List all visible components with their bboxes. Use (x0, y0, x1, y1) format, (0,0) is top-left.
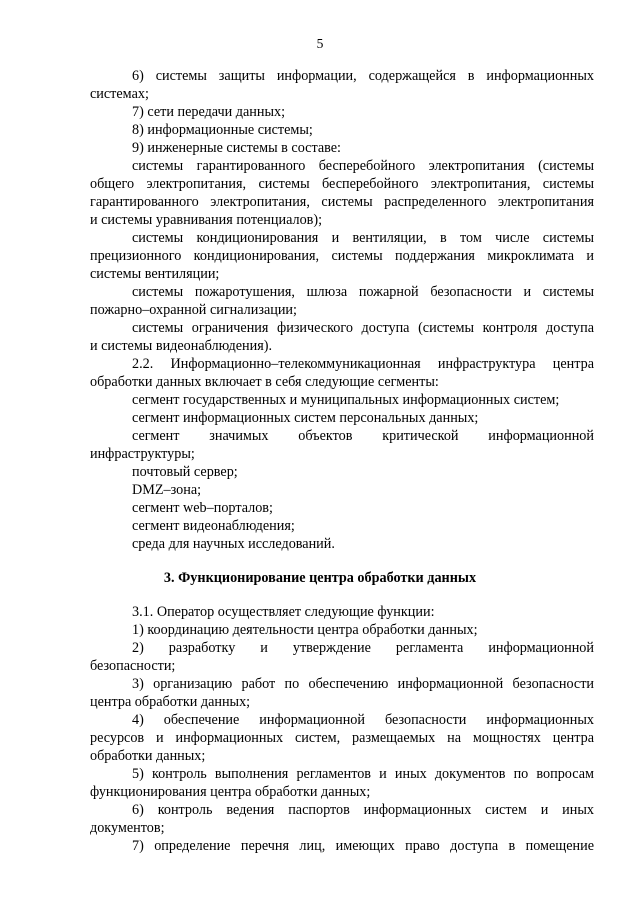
text-line: системы ограничения физического доступа (системы контроля доступа (132, 320, 594, 336)
text-line: сегмент видеонаблюдения; (132, 518, 295, 534)
text-line: обработки данных; (90, 748, 206, 764)
text-line: 6) системы защиты информации, содержащейся в информационных (132, 68, 594, 84)
text-line: среда для научных исследований. (132, 536, 335, 552)
text-line: системах; (90, 86, 149, 102)
text-line: 3.1. Оператор осуществляет следующие функции: (132, 604, 435, 620)
text-line: ресурсов и информационных систем, размещаемых на мощностях центра (90, 730, 594, 746)
text-line: документов; (90, 820, 165, 836)
text-line: обработки данных включает в себя следующие сегменты: (90, 374, 439, 390)
section-heading: 3. Функционирование центра обработки данных (163, 570, 477, 586)
text-line: и системы видеонаблюдения). (90, 338, 272, 354)
text-line: гарантированного электропитания, системы распределенного электропитания (90, 194, 594, 210)
text-line: 5) контроль выполнения регламентов и иных документов по вопросам (132, 766, 594, 782)
text-line: 7) определение перечня лиц, имеющих право доступа в помещение (132, 838, 594, 854)
text-line: безопасности; (90, 658, 176, 674)
text-line: сегмент значимых объектов критической информационной (132, 428, 594, 444)
text-line: 9) инженерные системы в составе: (132, 140, 341, 156)
text-line: сегмент информационных систем персональных данных; (132, 410, 479, 426)
text-line: инфраструктуры; (90, 446, 195, 462)
text-line: 1) координацию деятельности центра обработки данных; (132, 622, 478, 638)
text-line: 2) разработку и утверждение регламента информационной (132, 640, 594, 656)
text-line: 2.2. Информационно–телекоммуникационная инфраструктура центра (132, 356, 594, 372)
text-line: пожарно–охранной сигнализации; (90, 302, 297, 318)
text-line: 7) сети передачи данных; (132, 104, 286, 120)
text-line: центра обработки данных; (90, 694, 251, 710)
text-line: системы гарантированного бесперебойного электропитания (системы (132, 158, 594, 174)
text-line: 4) обеспечение информационной безопасности информационных (132, 712, 594, 728)
text-line: 3) организацию работ по обеспечению информационной безопасности (132, 676, 594, 692)
text-line: прецизионного кондиционирования, системы поддержания микроклимата и (90, 248, 594, 264)
text-line: системы вентиляции; (90, 266, 220, 282)
text-line: 6) контроль ведения паспортов информационных систем и иных (132, 802, 594, 818)
text-line: системы пожаротушения, шлюза пожарной безопасности и системы (132, 284, 594, 300)
text-line: почтовый сервер; (132, 464, 238, 480)
text-line: функционирования центра обработки данных; (90, 784, 371, 800)
text-line: сегмент web–порталов; (132, 500, 273, 516)
text-line: общего электропитания, системы бесперебойного электропитания, системы (90, 176, 594, 192)
text-line: сегмент государственных и муниципальных информационных систем; (132, 392, 560, 408)
text-line: системы кондиционирования и вентиляции, в том числе системы (132, 230, 594, 246)
page-number: 5 (316, 36, 324, 51)
text-line: и системы уравнивания потенциалов); (90, 212, 323, 228)
text-line: DMZ–зона; (132, 482, 202, 498)
text-line: 8) информационные системы; (132, 122, 313, 138)
